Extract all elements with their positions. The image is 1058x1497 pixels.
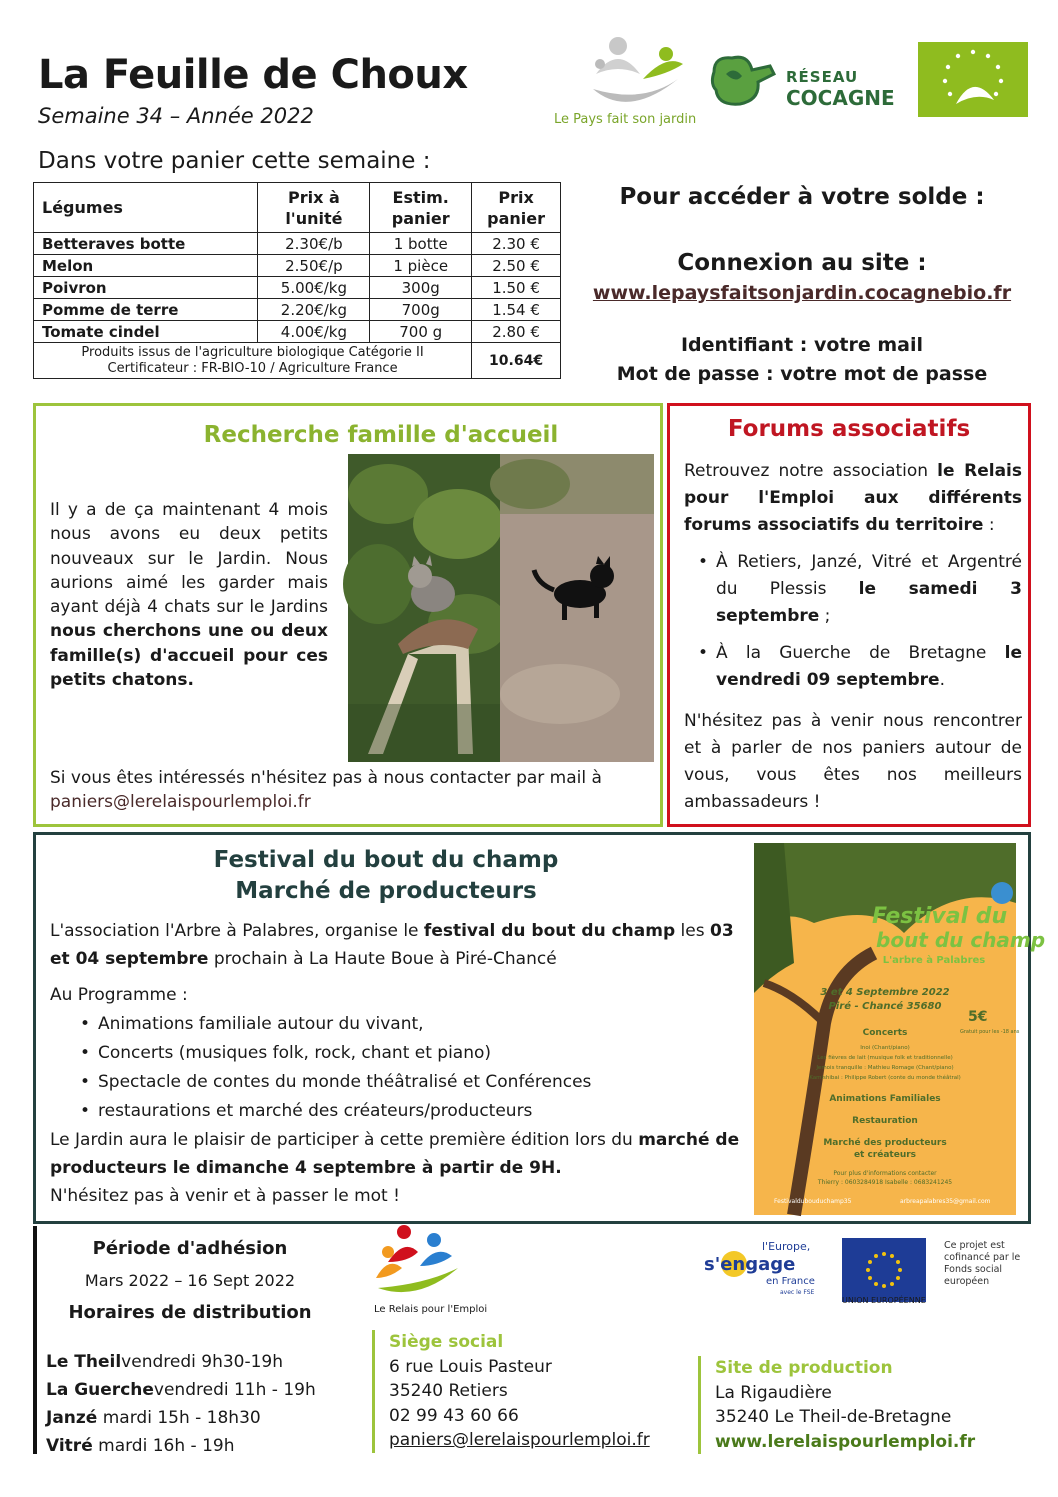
fest-p2-b: marché de producteurs le dimanche 4 septembre à partir de 9H.	[50, 1130, 740, 1178]
foster-family-title: Recherche famille d'accueil	[203, 422, 559, 448]
hours-row	[46, 1376, 316, 1404]
pays-fait-son-jardin-logo	[548, 34, 718, 134]
table-row	[34, 321, 561, 343]
horaires-title: Horaires de distribution	[68, 1302, 312, 1323]
forum-item1-plain: À Retiers, Janzé, Vitré et Argentré du Plessis	[716, 552, 1022, 599]
hours-time: mardi 16h - 19h	[92, 1436, 235, 1456]
cell-estimate: 1 botte	[370, 233, 472, 255]
prod-title: Site de production	[715, 1358, 893, 1378]
forums-box	[667, 403, 1031, 827]
hours-time: mardi 15h - 18h30	[97, 1408, 261, 1428]
siege-social-block	[372, 1330, 650, 1453]
siege-title: Siège social	[389, 1332, 504, 1352]
cell-vegetable: Melon	[34, 255, 258, 277]
poster-title1: Festival du	[872, 904, 1008, 929]
hours-place: Vitré	[46, 1436, 93, 1456]
table-row	[34, 299, 561, 321]
basket-price-table	[33, 182, 561, 379]
forums-title: Forums associatifs	[727, 416, 971, 442]
cell-vegetable: Tomate cindel	[34, 321, 258, 343]
siege-email-link[interactable]: paniers@lerelaispourlemploi.fr	[389, 1430, 650, 1450]
adhesion-block	[40, 1238, 340, 1323]
poster-concerts: Concerts	[862, 1028, 908, 1038]
foster-contact-email[interactable]: paniers@lerelaispourlemploi.fr	[50, 792, 311, 812]
hours-place: Le Theil	[46, 1352, 122, 1372]
poster-concert4: Kamishibai : Philippe Robert (conte du monde théâtral)	[809, 1075, 961, 1081]
poster-free: Gratuit pour les -18 ans	[960, 1029, 1020, 1035]
table-row	[34, 277, 561, 299]
forums-body	[684, 458, 1022, 816]
organic-certification-note	[34, 343, 472, 379]
cell-vegetable: Poivron	[34, 277, 258, 299]
forum-item2-end: .	[939, 670, 945, 690]
festival-title-line2: Marché de producteurs	[235, 878, 537, 904]
adhesion-title: Période d'adhésion	[92, 1238, 288, 1259]
festival-body	[50, 917, 750, 1211]
festival-programme-label: Au Programme :	[50, 985, 188, 1005]
reseau-cocagne-logo	[708, 52, 908, 112]
cell-basket-price: 1.50 €	[472, 277, 561, 299]
foster-text-plain: Il y a de ça maintenant 4 mois nous avons eu deux petits nouveaux sur le Jardin. Nous aurions aimé les garder mais ayant déjà 4 chats sur le Jardins	[50, 500, 328, 618]
poster-marche2: et créateurs	[853, 1150, 917, 1160]
poster-subtitle: L'arbre à Palabres	[882, 955, 986, 966]
poster-title2: bout du champ	[876, 928, 1046, 952]
table-header-row	[34, 183, 561, 233]
cell-estimate: 300g	[370, 277, 472, 299]
fest-p1-a: L'association l'Arbre à Palabres, organise le	[50, 921, 424, 941]
foster-text-bold: nous cherchons une ou deux famille(s) d'accueil pour ces petits chatons.	[50, 621, 328, 691]
table-row	[34, 255, 561, 277]
festival-title	[36, 845, 736, 907]
forum-item2-date: le vendredi 09 septembre	[716, 643, 1022, 690]
site-link[interactable]: www.lepaysfaitsonjardin.cocagnebio.fr	[592, 282, 1012, 304]
europe-sengage-logo	[700, 1236, 830, 1306]
forums-intro-end: :	[983, 515, 995, 535]
poster-info: Pour plus d'informations contacter	[833, 1170, 937, 1177]
hours-place: Janzé	[46, 1408, 98, 1428]
siege-phone: 02 99 43 60 66	[389, 1405, 519, 1426]
forums-outro: N'hésitez pas à venir nous rencontrer et à parler de nos paniers autour de vous, vous êtes nos meilleurs ambassadeurs !	[684, 711, 1022, 812]
hours-row	[46, 1348, 316, 1376]
foster-family-box	[33, 403, 663, 827]
header-estim-panier: Estim. panier	[370, 183, 472, 233]
header-prix-unite: Prix à l'unité	[258, 183, 370, 233]
poster-marche1: Marché des producteurs	[823, 1138, 947, 1148]
poster-contact: Thierry : 0603284918 Isabelle : 0683241245	[817, 1179, 953, 1186]
list-item	[684, 640, 1022, 694]
hours-row	[46, 1432, 316, 1460]
fest-p1-c: les	[675, 921, 710, 941]
poster-concert2: Les fièvres de lait (musique folk et traditionnelle)	[817, 1055, 953, 1061]
table-row	[34, 233, 561, 255]
svg-text:l'Europe,: l'Europe,	[762, 1240, 811, 1253]
black-kitten-photo	[500, 454, 654, 762]
svg-text:en France: en France	[766, 1276, 815, 1287]
cell-estimate: 700 g	[370, 321, 472, 343]
forums-list	[684, 549, 1022, 694]
foster-contact-text: Si vous êtes intéressés n'hésitez pas à nous contacter par mail à	[50, 768, 602, 788]
festival-programme-list	[80, 1010, 750, 1126]
solde-heading: Pour accéder à votre solde :	[619, 184, 985, 210]
basket-heading: Dans votre panier cette semaine :	[38, 148, 431, 174]
header-prix-panier: Prix panier	[472, 183, 561, 233]
certification-line1: Produits issus de l'agriculture biologique Catégorie II	[81, 344, 424, 360]
hours-place: La Guerche	[46, 1380, 154, 1400]
header-legumes: Légumes	[34, 183, 258, 233]
forums-intro-bold: le Relais pour l'Emploi aux différents forums associatifs du territoire	[684, 461, 1022, 535]
cell-vegetable: Betteraves botte	[34, 233, 258, 255]
cell-vegetable: Pomme de terre	[34, 299, 258, 321]
forum-item1-end: ;	[819, 606, 831, 626]
forum-item2-plain: À la Guerche de Bretagne	[716, 643, 1005, 663]
poster-email: arbreapalabres35@gmail.com	[900, 1198, 991, 1205]
cell-basket-price: 1.54 €	[472, 299, 561, 321]
adhesion-period: Mars 2022 – 16 Sept 2022	[84, 1271, 296, 1290]
hours-time: vendredi 9h30-19h	[121, 1352, 284, 1372]
relais-pour-emploi-logo	[368, 1222, 488, 1322]
festival-box	[33, 832, 1046, 1224]
list-item	[684, 549, 1022, 630]
poster-concert3: Jemois tranquille : Mathieu Romage (Chant/piano)	[816, 1065, 954, 1071]
siege-line: 35240 Retiers	[389, 1381, 508, 1401]
poster-restauration: Restauration	[852, 1116, 918, 1126]
svg-text:avec le FSE: avec le FSE	[780, 1289, 815, 1296]
fest-p1-e: prochain à La Haute Boue à Piré-Chancé	[208, 949, 557, 969]
newsletter-title: La Feuille de Choux	[38, 52, 468, 98]
svg-text:s'engage: s'engage	[704, 1254, 796, 1275]
issue-subtitle: Semaine 34 – Année 2022	[38, 104, 314, 128]
festival-participation	[50, 1126, 750, 1182]
festival-intro	[50, 917, 750, 973]
list-item: • Spectacle de contes du monde théâtralisé et Conférences	[80, 1068, 750, 1097]
list-item: • Animations familiale autour du vivant,	[80, 1010, 750, 1039]
poster-place: Piré - Chancé 35680	[828, 1001, 942, 1012]
fse-cofinance-note: Ce projet est cofinancé par le Fonds social européen	[944, 1240, 1021, 1287]
cell-basket-price: 2.30 €	[472, 233, 561, 255]
siege-line: 6 rue Louis Pasteur	[389, 1356, 552, 1377]
poster-concert1: Inoi (Chant/piano)	[860, 1045, 910, 1051]
eu-organic-leaf-logo	[918, 42, 1028, 117]
cell-unit-price: 5.00€/kg	[258, 277, 370, 299]
pays-tagline: Le Pays fait son jardin	[554, 112, 697, 127]
prod-website-link[interactable]: www.lerelaispourlemploi.fr	[715, 1431, 976, 1452]
festival-share: N'hésitez pas à venir et à passer le mot !	[50, 1186, 400, 1206]
hours-time: vendredi 11h - 19h	[153, 1380, 316, 1400]
certification-line2: Certificateur : FR-BIO-10 / Agriculture France	[107, 360, 398, 376]
footer-divider	[33, 1226, 37, 1454]
connexion-heading: Connexion au site :	[677, 250, 927, 276]
prod-line: La Rigaudière	[715, 1382, 832, 1403]
relais-tagline: Le Relais pour l'Emploi	[374, 1304, 488, 1315]
cell-estimate: 1 pièce	[370, 255, 472, 277]
festival-poster	[754, 843, 1046, 1215]
table-footer-row	[34, 343, 561, 379]
prod-line: 35240 Le Theil-de-Bretagne	[715, 1407, 952, 1427]
basket-total: 10.64€	[472, 343, 561, 379]
list-item: • restaurations et marché des créateurs/producteurs	[80, 1097, 750, 1126]
poster-price: 5€	[968, 1009, 988, 1025]
production-site-block	[698, 1356, 975, 1454]
cell-estimate: 700g	[370, 299, 472, 321]
identifiant-info: Identifiant : votre mail	[680, 334, 924, 356]
poster-animations: Animations Familiales	[829, 1094, 941, 1104]
cell-unit-price: 2.30€/b	[258, 233, 370, 255]
foster-contact	[50, 766, 650, 814]
fest-p1-b: festival du bout du champ	[423, 921, 676, 941]
cell-unit-price: 2.50€/p	[258, 255, 370, 277]
eu-label: UNION EUROPÉENNE	[842, 1296, 926, 1305]
distribution-hours	[46, 1348, 316, 1460]
password-info: Mot de passe : votre mot de passe	[616, 363, 988, 385]
fest-p2-a: Le Jardin aura le plaisir de participer à cette première édition lors du	[50, 1130, 639, 1150]
forums-intro-plain: Retrouvez notre association	[684, 461, 938, 481]
cell-basket-price: 2.80 €	[472, 321, 561, 343]
eu-flag-logo	[842, 1238, 926, 1302]
poster-facebook: Festivaldubouduchamp35	[774, 1198, 852, 1205]
tabby-kitten-photo	[348, 454, 500, 762]
cell-unit-price: 4.00€/kg	[258, 321, 370, 343]
cocagne-line1: RÉSEAU	[786, 68, 859, 86]
poster-dates: 3 et 4 Septembre 2022	[820, 987, 950, 998]
festival-title-line1: Festival du bout du champ	[213, 847, 559, 873]
fest-p1-d: 03 et 04 septembre	[50, 921, 734, 969]
forum-item1-date: le samedi 3 septembre	[716, 579, 1022, 626]
hours-row	[46, 1404, 316, 1432]
forums-intro	[684, 458, 1022, 539]
foster-family-text	[50, 498, 328, 692]
cell-unit-price: 2.20€/kg	[258, 299, 370, 321]
cell-basket-price: 2.50 €	[472, 255, 561, 277]
list-item: • Concerts (musiques folk, rock, chant et piano)	[80, 1039, 750, 1068]
cocagne-line2: COCAGNE	[786, 86, 895, 110]
